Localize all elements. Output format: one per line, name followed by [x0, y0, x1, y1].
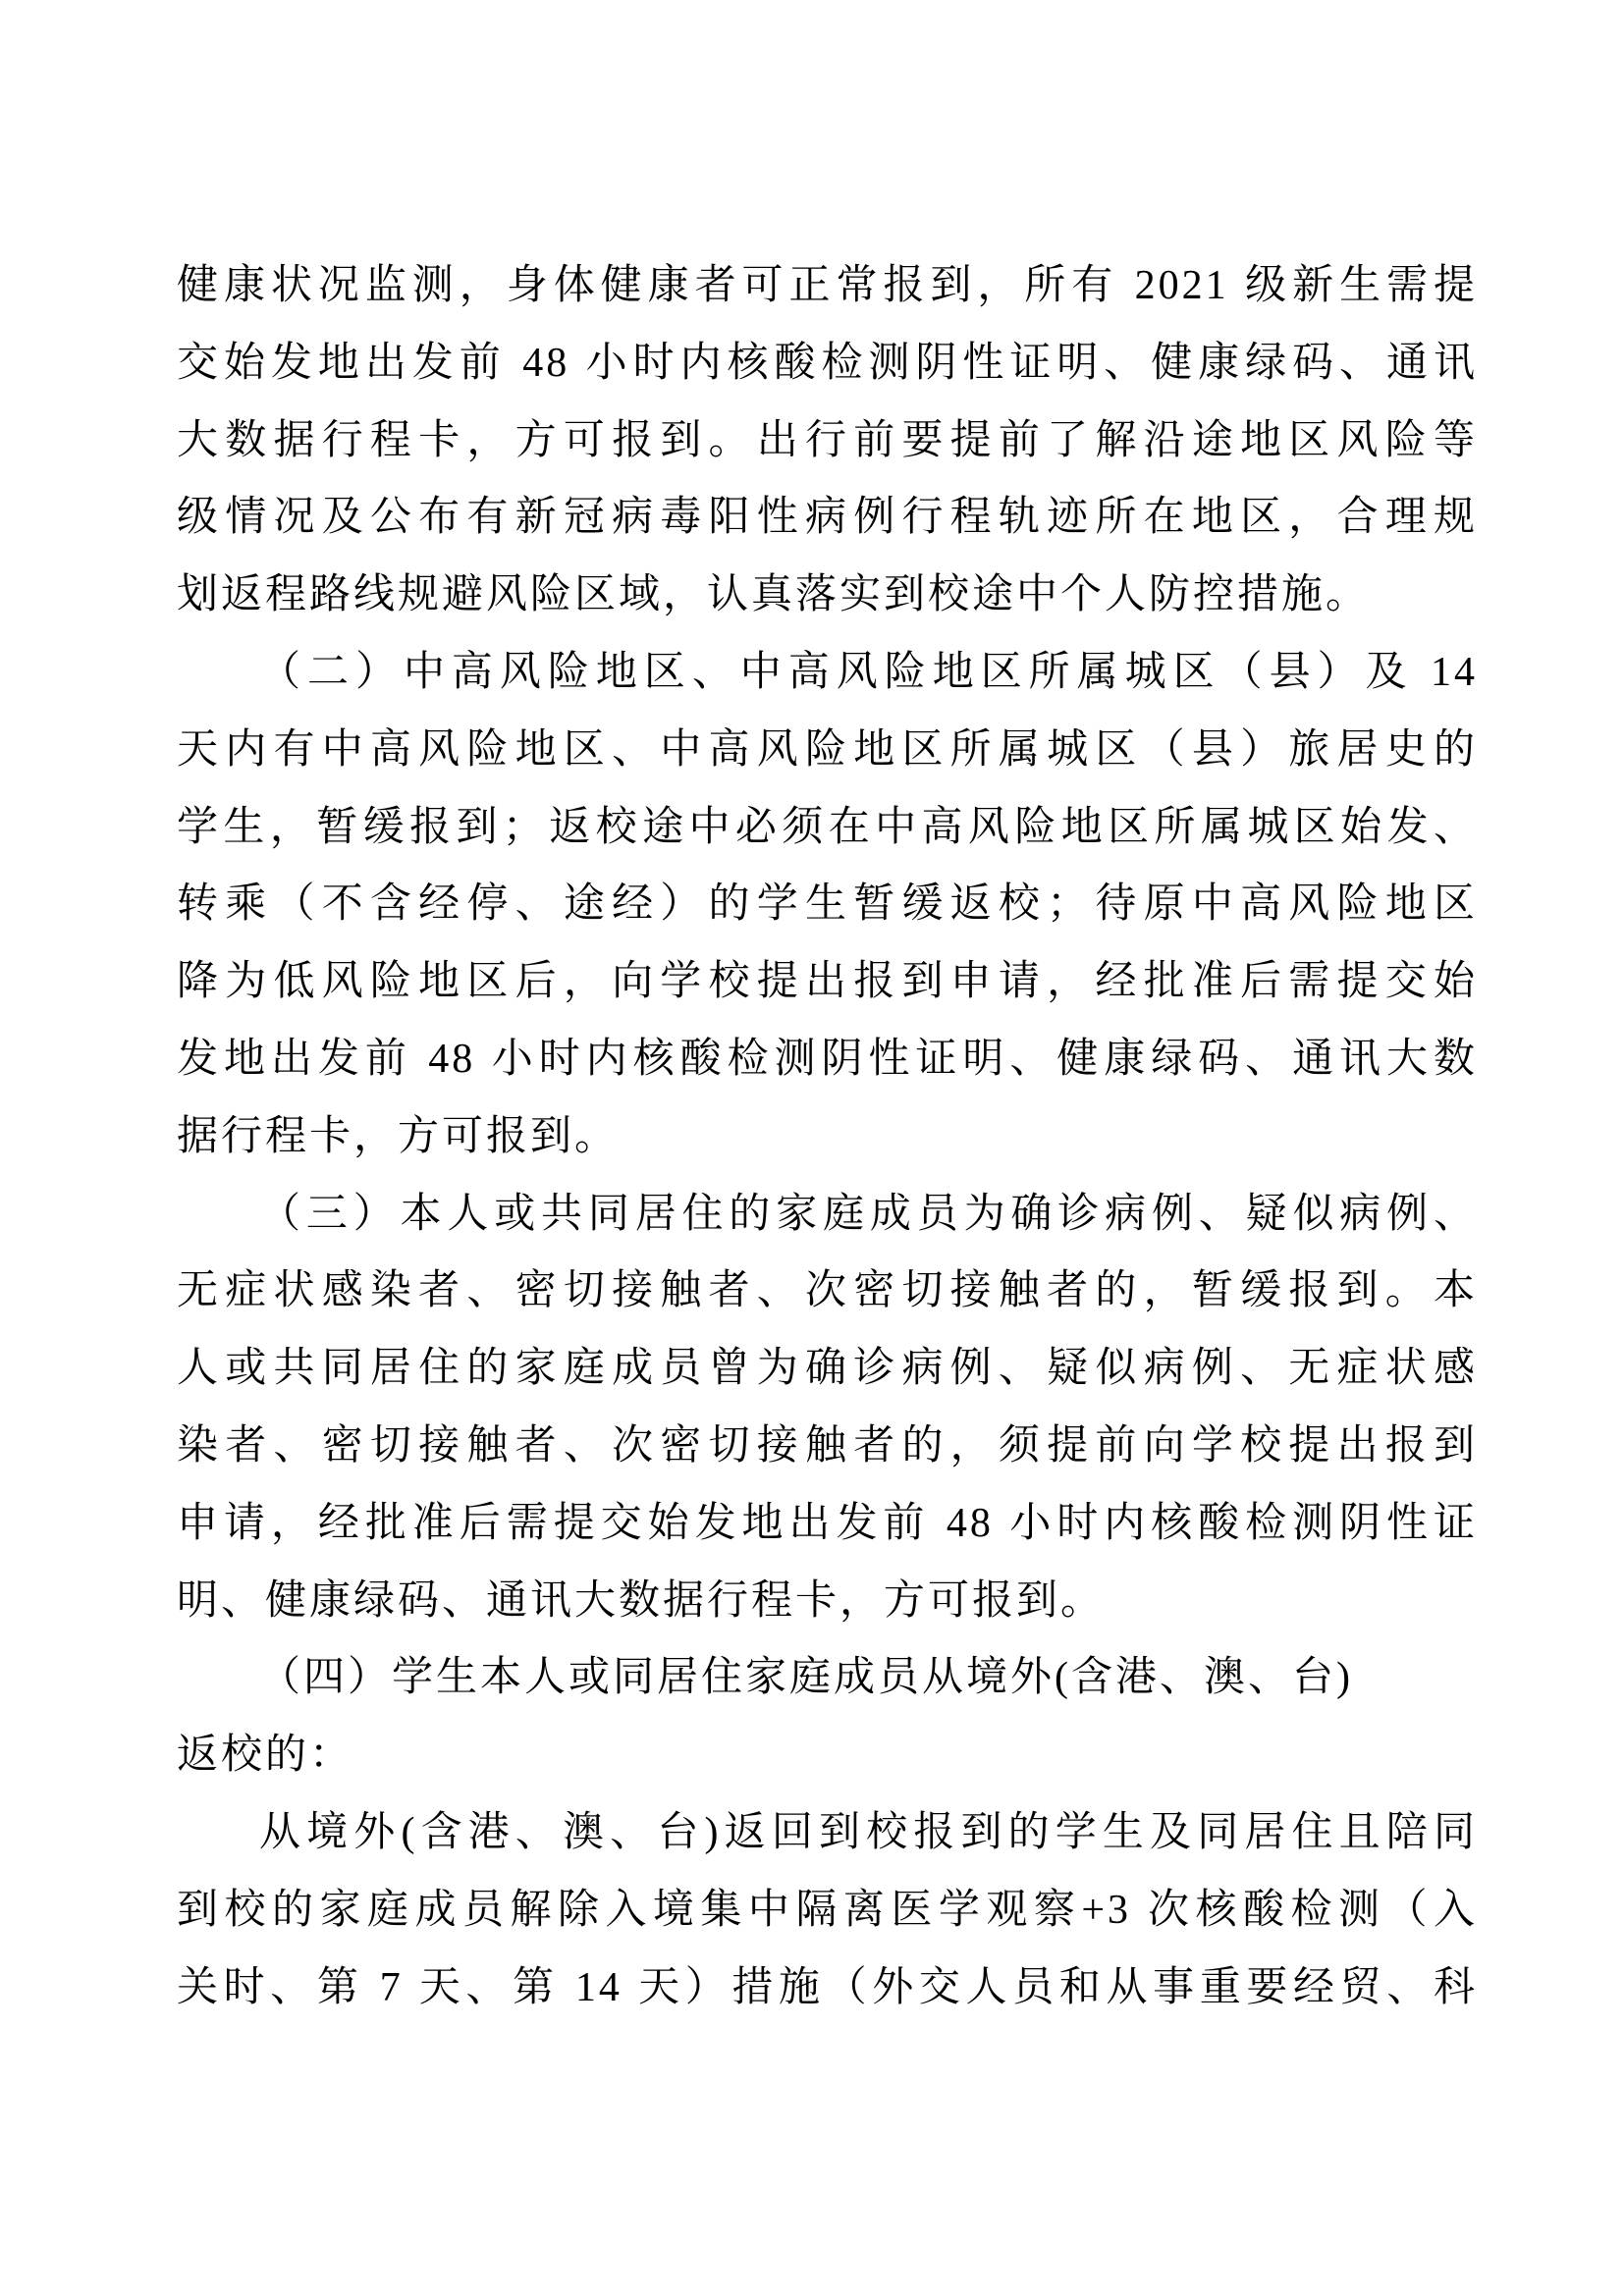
text-line: （四）学生本人或同居住家庭成员从境外(含港、澳、台)	[259, 1655, 1353, 1701]
text-line: 发地出发前 48 小时内核酸检测阴性证明、健康绿码、通讯大数	[177, 1036, 1478, 1082]
text-line: 大数据行程卡，方可报到。出行前要提前了解沿途地区风险等	[177, 417, 1478, 463]
text-line: 返校的：	[177, 1733, 354, 1779]
text-line: 据行程卡，方可报到。	[177, 1113, 620, 1159]
text-line: 无症状感染者、密切接触者、次密切接触者的，暂缓报到。本	[177, 1268, 1478, 1314]
text-line: 天内有中高风险地区、中高风险地区所属城区（县）旅居史的	[177, 726, 1478, 773]
text-line: 从境外(含港、澳、台)返回到校报到的学生及同居住且陪同	[259, 1809, 1478, 1855]
text-line: 级情况及公布有新冠病毒阳性病例行程轨迹所在地区，合理规	[177, 495, 1478, 541]
body-text	[177, 247, 1478, 2026]
text-line: 申请，经批准后需提交始发地出发前 48 小时内核酸检测阴性证	[177, 1500, 1478, 1546]
text-line: 划返程路线规避风险区域，认真落实到校途中个人防控措施。	[177, 572, 1371, 618]
text-line: 学生，暂缓报到；返校途中必须在中高风险地区所属城区始发、	[177, 804, 1478, 850]
text-line: 健康状况监测，身体健康者可正常报到，所有 2021 级新生需提	[177, 263, 1478, 308]
text-line: 交始发地出发前 48 小时内核酸检测阴性证明、健康绿码、通讯	[177, 340, 1478, 386]
text-line: 转乘（不含经停、途经）的学生暂缓返校；待原中高风险地区	[177, 881, 1478, 928]
text-line: （三）本人或共同居住的家庭成员为确诊病例、疑似病例、	[259, 1191, 1478, 1237]
text-line: （二）中高风险地区、中高风险地区所属城区（县）及 14	[259, 649, 1478, 695]
text-line: 到校的家庭成员解除入境集中隔离医学观察+3 次核酸检测（入	[177, 1887, 1478, 1933]
text-line: 人或共同居住的家庭成员曾为确诊病例、疑似病例、无症状感	[177, 1346, 1478, 1392]
text-line: 染者、密切接触者、次密切接触者的，须提前向学校提出报到	[177, 1422, 1478, 1468]
text-line: 降为低风险地区后，向学校提出报到申请，经批准后需提交始	[177, 959, 1478, 1005]
text-line: 关时、第 7 天、第 14 天）措施（外交人员和从事重要经贸、科	[177, 1964, 1478, 2010]
text-line: 明、健康绿码、通讯大数据行程卡，方可报到。	[177, 1577, 1106, 1624]
